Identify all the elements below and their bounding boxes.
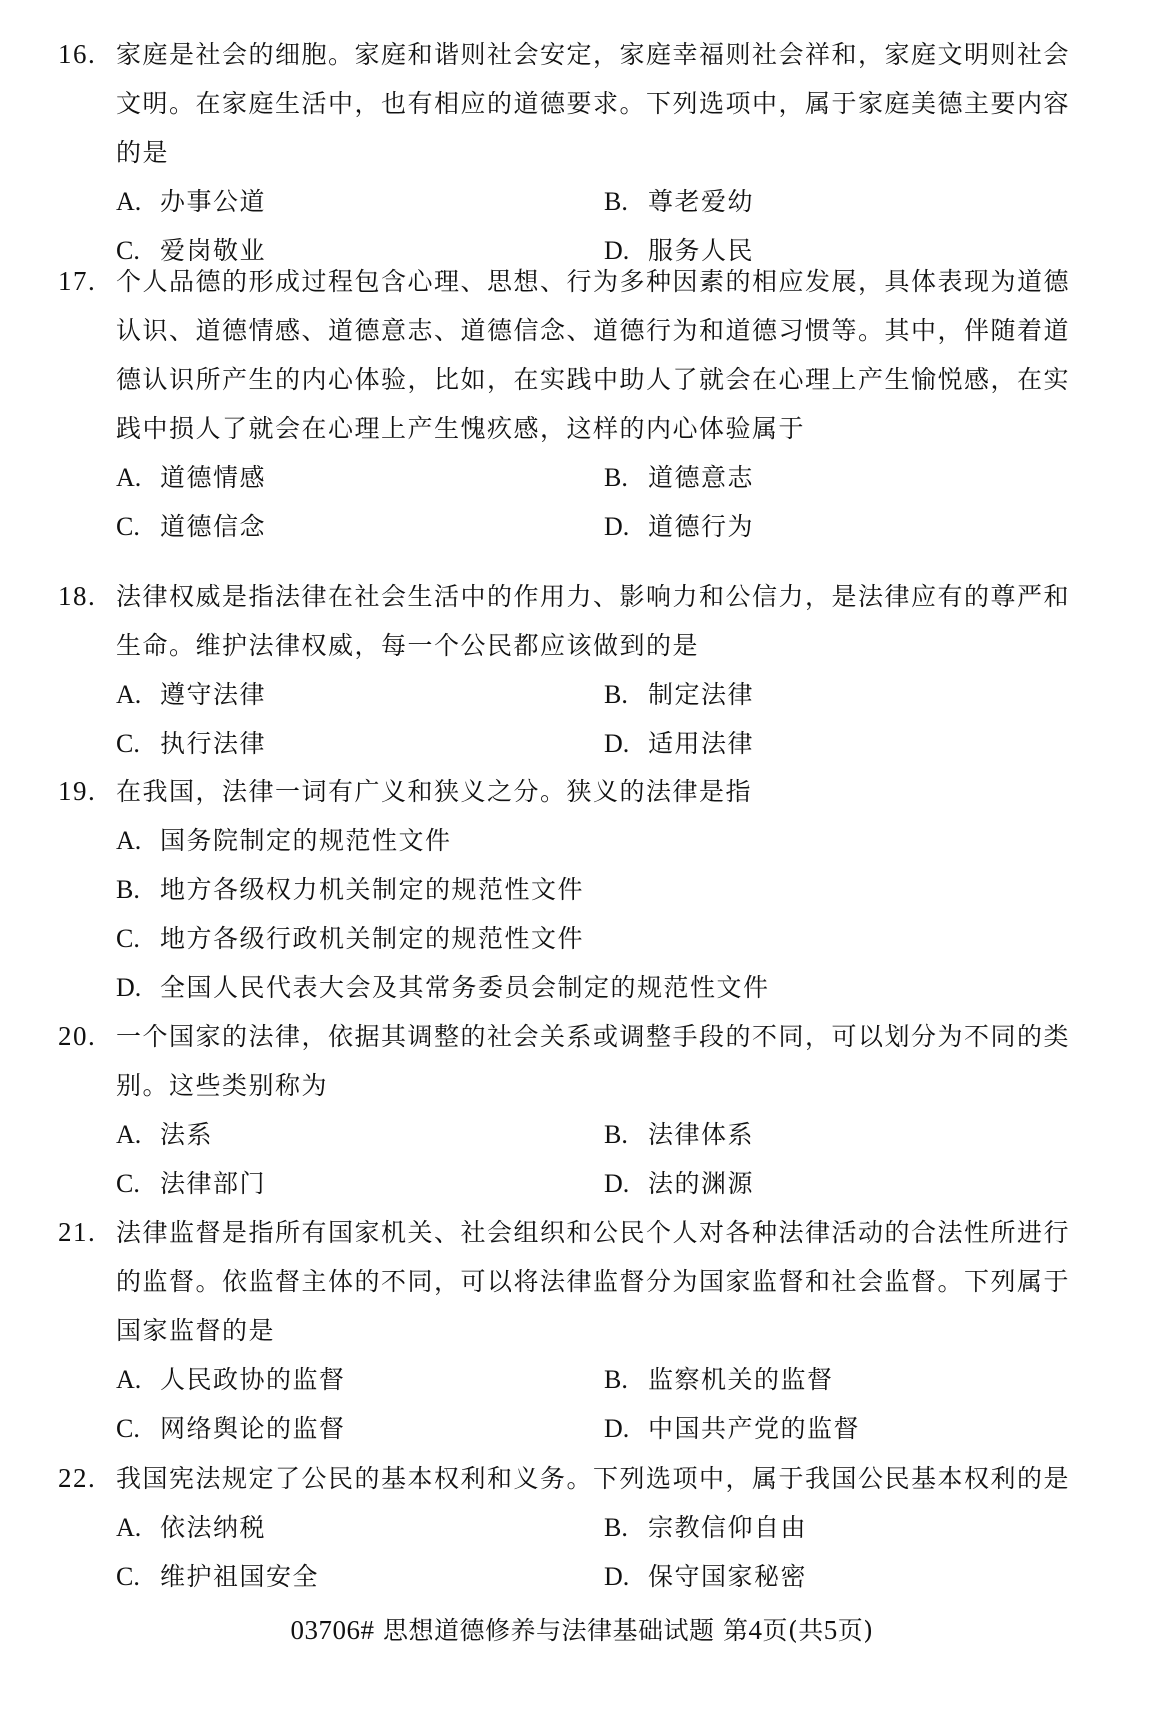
question-19	[58, 767, 1088, 1012]
option-c: C. 维护祖国安全	[116, 1562, 320, 1591]
question-text: 践中损人了就会在心理上产生愧疚感，这样的内心体验属于	[116, 414, 806, 443]
question-number: 16.	[58, 39, 97, 69]
question-18	[58, 572, 1088, 768]
page-prefix: 第	[722, 1616, 749, 1645]
question-text: 认识、道德情感、道德意志、道德信念、道德行为和道德习惯等。其中，伴随着道	[116, 316, 1071, 345]
option-b: B. 地方各级权力机关制定的规范性文件	[116, 875, 585, 904]
page-footer	[0, 1610, 1164, 1651]
option-a: A. 遵守法律	[116, 680, 267, 709]
question-text: 国家监督的是	[116, 1316, 276, 1345]
options	[58, 1110, 1088, 1208]
question-text: 我国宪法规定了公民的基本权利和义务。下列选项中，属于我国公民基本权利的是	[116, 1464, 1071, 1493]
page-suffix: 页)	[837, 1616, 874, 1645]
option-d: D. 中国共产党的监督	[604, 1414, 861, 1443]
option-c: C. 网络舆论的监督	[116, 1414, 346, 1443]
option-a: A. 办事公道	[116, 187, 267, 216]
option-a: A. 国务院制定的规范性文件	[116, 826, 452, 855]
question-text: 在我国，法律一词有广义和狭义之分。狭义的法律是指	[116, 777, 753, 806]
page-total: 5	[823, 1615, 838, 1645]
options	[58, 453, 1088, 551]
option-a: A. 人民政协的监督	[116, 1365, 346, 1394]
option-b: B. 法律体系	[604, 1120, 755, 1149]
page-mid: 页(共	[762, 1616, 824, 1645]
question-21	[58, 1208, 1088, 1453]
option-c: C. 执行法律	[116, 729, 267, 758]
options	[58, 1503, 1088, 1601]
question-text: 法律权威是指法律在社会生活中的作用力、影响力和公信力，是法律应有的尊严和	[116, 582, 1071, 611]
option-b: B. 制定法律	[604, 680, 755, 709]
question-text: 别。这些类别称为	[116, 1071, 329, 1100]
option-d: D. 服务人民	[604, 236, 755, 265]
question-text: 家庭是社会的细胞。家庭和谐则社会安定，家庭幸福则社会祥和，家庭文明则社会	[116, 40, 1071, 69]
option-d: D. 全国人民代表大会及其常务委员会制定的规范性文件	[116, 973, 770, 1002]
option-d: D. 保守国家秘密	[604, 1562, 808, 1591]
exam-title: 思想道德修养与法律基础试题	[382, 1616, 715, 1645]
question-16	[58, 30, 1088, 275]
option-d: D. 法的渊源	[604, 1169, 755, 1198]
options	[58, 1355, 1088, 1453]
question-text: 法律监督是指所有国家机关、社会组织和公民个人对各种法律活动的合法性所进行	[116, 1218, 1071, 1247]
option-c: C. 道德信念	[116, 512, 267, 541]
options	[58, 816, 1088, 1012]
exam-code: 03706#	[290, 1615, 375, 1645]
option-c: C. 法律部门	[116, 1169, 267, 1198]
options	[58, 670, 1088, 768]
question-text: 生命。维护法律权威，每一个公民都应该做到的是	[116, 631, 700, 660]
question-text: 文明。在家庭生活中，也有相应的道德要求。下列选项中，属于家庭美德主要内容	[116, 89, 1071, 118]
question-22	[58, 1454, 1088, 1601]
question-text: 德认识所产生的内心体验，比如，在实践中助人了就会在心理上产生愉悦感，在实	[116, 365, 1071, 394]
option-c: C. 爱岗敬业	[116, 236, 267, 265]
question-text: 的监督。依监督主体的不同，可以将法律监督分为国家监督和社会监督。下列属于	[116, 1267, 1071, 1296]
question-20	[58, 1012, 1088, 1208]
option-b: B. 道德意志	[604, 463, 755, 492]
option-a: A. 依法纳税	[116, 1513, 267, 1542]
option-b: B. 尊老爱幼	[604, 187, 755, 216]
option-a: A. 法系	[116, 1120, 214, 1149]
question-number: 21.	[58, 1217, 97, 1247]
question-17	[58, 257, 1088, 551]
question-text: 个人品德的形成过程包含心理、思想、行为多种因素的相应发展，具体表现为道德	[116, 267, 1071, 296]
question-text: 的是	[116, 138, 170, 167]
option-b: B. 监察机关的监督	[604, 1365, 834, 1394]
question-number: 19.	[58, 776, 97, 806]
page-current: 4	[748, 1615, 763, 1645]
question-number: 22.	[58, 1463, 97, 1493]
question-text: 一个国家的法律，依据其调整的社会关系或调整手段的不同，可以划分为不同的类	[116, 1022, 1071, 1051]
question-number: 20.	[58, 1021, 97, 1051]
question-number: 17.	[58, 266, 97, 296]
question-number: 18.	[58, 581, 97, 611]
option-a: A. 道德情感	[116, 463, 267, 492]
option-d: D. 适用法律	[604, 729, 755, 758]
option-d: D. 道德行为	[604, 512, 755, 541]
option-b: B. 宗教信仰自由	[604, 1513, 808, 1542]
option-c: C. 地方各级行政机关制定的规范性文件	[116, 924, 585, 953]
